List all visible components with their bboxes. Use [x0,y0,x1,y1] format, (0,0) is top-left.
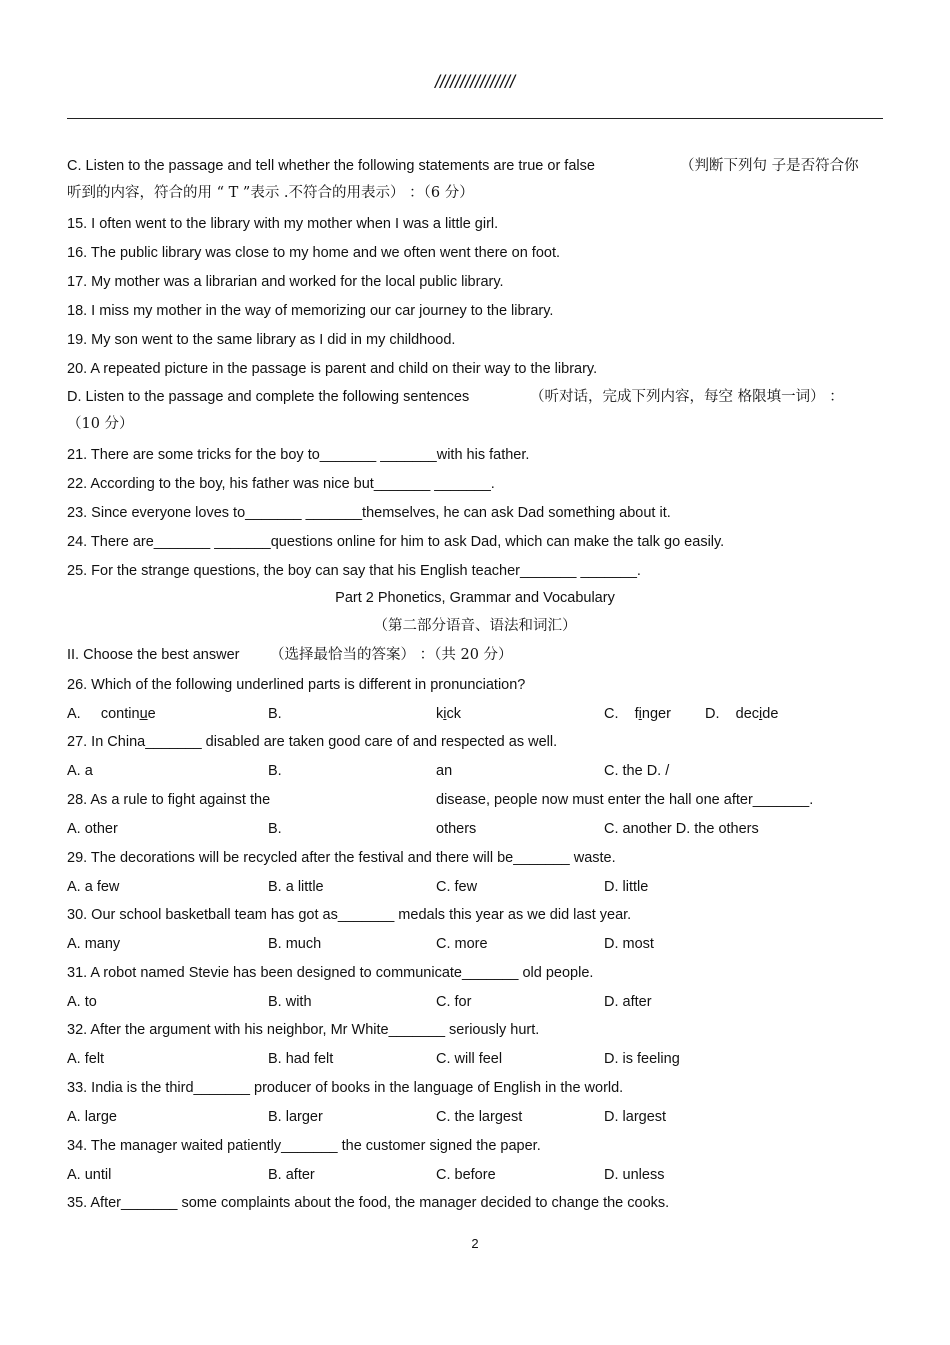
option-34-b: B. after [268,1167,315,1183]
option-28-b-word: others [436,821,477,837]
statement-19: 19. My son went to the same library as I did in my childhood. [67,332,456,348]
section-c-heading: C. Listen to the passage and tell whether the following statements are true or false [67,158,595,174]
option-29-b: B. a little [268,879,324,895]
option-28-a: A. other [67,821,118,837]
page-header-title: //////////////// [434,72,515,92]
option-30-c: C. more [436,936,488,952]
question-33: 33. India is the third_______ producer of books in the language of English in the world. [67,1080,624,1096]
question-30: 30. Our school basketball team has got as_______ medals this year as we did last year. [67,907,632,923]
option-31-a: A. to [67,994,97,1010]
option-26-b-label: B. [268,706,282,722]
section-d-heading-cn-cont: （10 分） [67,416,134,432]
sentence-22: 22. According to the boy, his father was nice but_______ _______. [67,476,495,492]
section-c-heading-cn: （判断下列句 子是否符合你 [680,158,859,174]
option-31-b: B. with [268,994,312,1010]
option-33-c: C. the largest [436,1109,523,1125]
option-27-b-label: B. [268,763,282,779]
sentence-25: 25. For the strange questions, the boy can say that his English teacher_______ _______. [67,563,641,579]
section-ii-heading: II. Choose the best answer [67,647,240,663]
section-d-heading-cn: （听对话，完成下列内容，每空 格限填一词） ： [530,389,844,405]
option-30-a: A. many [67,936,121,952]
option-29-c: C. few [436,879,478,895]
option-26-b-word: kick [436,706,461,722]
sentence-24: 24. There are_______ _______questions online for him to ask Dad, which can make the talk go easily. [67,534,725,550]
sentence-23: 23. Since everyone loves to_______ _______themselves, he can ask Dad something about it. [67,505,671,521]
option-32-b: B. had felt [268,1051,334,1067]
part-2-title: Part 2 Phonetics, Grammar and Vocabulary [335,590,615,606]
question-31: 31. A robot named Stevie has been designed to communicate_______ old people. [67,965,594,981]
statement-16: 16. The public library was close to my home and we often went there on foot. [67,245,560,261]
option-33-d: D. largest [604,1109,667,1125]
option-28-b-label: B. [268,821,282,837]
sentence-21: 21. There are some tricks for the boy to_______ _______with his father. [67,447,530,463]
question-35: 35. After_______ some complaints about the food, the manager decided to change the cooks. [67,1195,670,1211]
option-31-d: D. after [604,994,652,1010]
option-34-a: A. until [67,1167,112,1183]
part-2-title-cn: （第二部分语音、语法和词汇） [373,618,577,634]
statement-20: 20. A repeated picture in the passage is parent and child on their way to the library. [67,361,598,377]
option-26-a: A. continue [67,706,156,722]
question-27: 27. In China_______ disabled are taken good care of and respected as well. [67,734,558,750]
option-28-c-d: C. another D. the others [604,821,759,837]
option-30-d: D. most [604,936,654,952]
section-d-heading: D. Listen to the passage and complete the following sentences [67,389,470,405]
header-divider [67,118,883,119]
statement-18: 18. I miss my mother in the way of memorizing our car journey to the library. [67,303,554,319]
question-26: 26. Which of the following underlined parts is different in pronunciation? [67,677,526,693]
statement-17: 17. My mother was a librarian and worked for the local public library. [67,274,504,290]
option-34-c: C. before [436,1167,496,1183]
option-29-d: D. little [604,879,649,895]
question-28: 28. As a rule to fight against the [67,792,271,808]
option-27-b-word: an [436,763,453,779]
option-30-b: B. much [268,936,322,952]
option-32-c: C. will feel [436,1051,503,1067]
section-ii-heading-cn: （选择最恰当的答案） ：（共 20 分） [270,647,513,663]
option-26-c: C. finger [604,706,671,722]
option-33-a: A. large [67,1109,117,1125]
section-c-heading-cn-cont: 听到的内容，符合的用 “ T ”表示 .不符合的用表示） ：（6 分） [67,185,474,201]
option-27-c-d: C. the D. / [604,763,670,779]
question-28-continued: disease, people now must enter the hall one after_______. [436,792,814,808]
option-26-d: D. decide [705,706,779,722]
option-29-a: A. a few [67,879,120,895]
statement-15: 15. I often went to the library with my mother when I was a little girl. [67,216,499,232]
option-32-a: A. felt [67,1051,105,1067]
page-number: 2 [471,1236,479,1251]
question-34: 34. The manager waited patiently_______ the customer signed the paper. [67,1138,541,1154]
option-34-d: D. unless [604,1167,665,1183]
question-29: 29. The decorations will be recycled after the festival and there will be_______ waste. [67,850,616,866]
option-31-c: C. for [436,994,472,1010]
option-33-b: B. larger [268,1109,323,1125]
question-32: 32. After the argument with his neighbor, Mr White_______ seriously hurt. [67,1022,540,1038]
option-27-a: A. a [67,763,93,779]
option-32-d: D. is feeling [604,1051,680,1067]
